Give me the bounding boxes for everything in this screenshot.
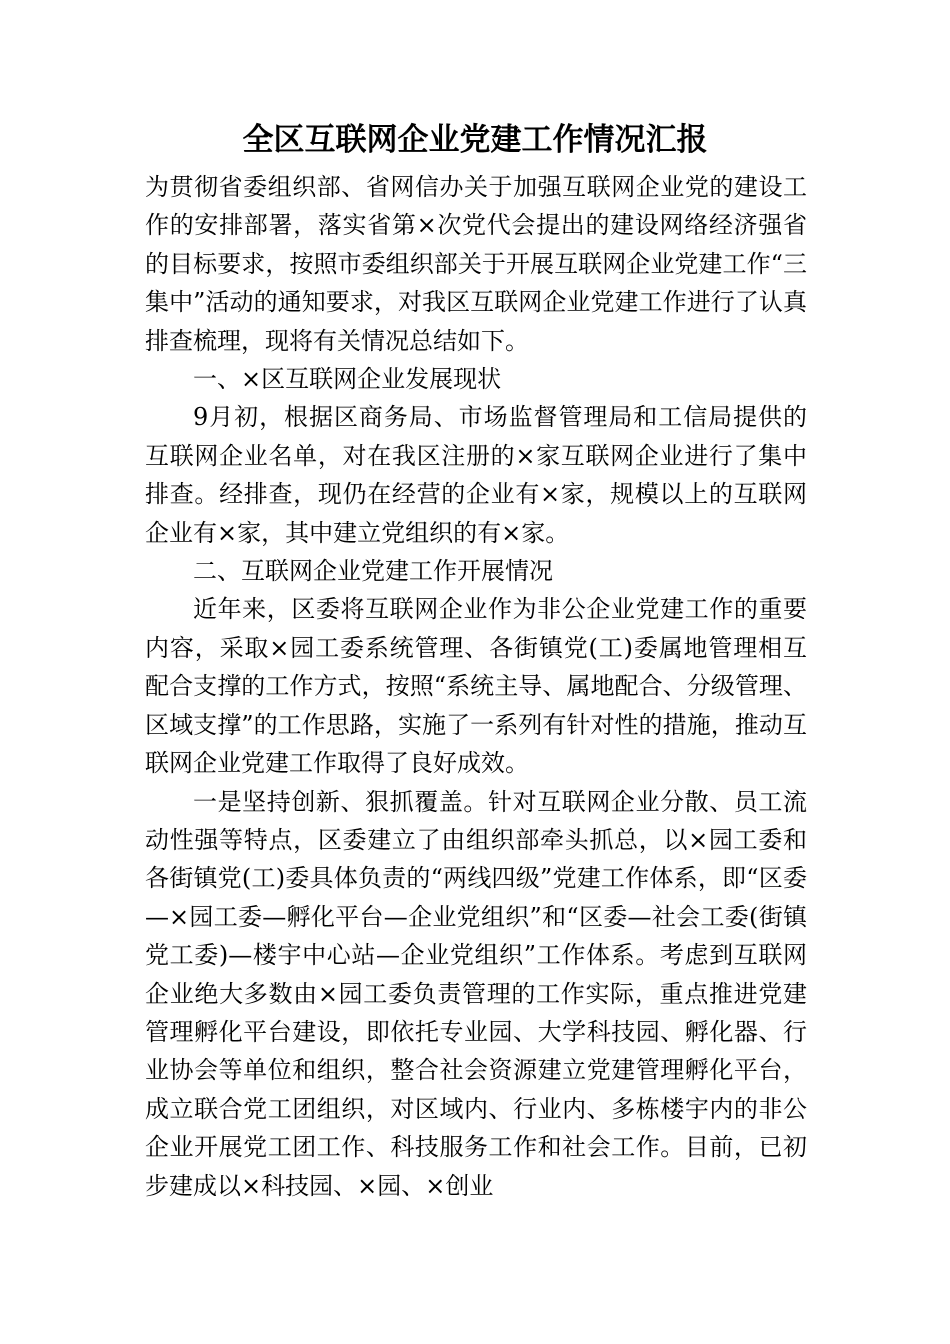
section-heading-2: 二、互联网企业党建工作开展情况 bbox=[193, 557, 553, 586]
section-heading-1: 一、×区互联网企业发展现状 bbox=[193, 365, 502, 394]
paragraph-overview: 近年来，区委将互联网企业作为非公企业党建工作的重要内容，采取×园工委系统管理、各街镇党(工)委属地管理相互配合支撑的工作方式，按照“系统主导、属地配合、分级管理、区域支撑”的工作思路，实施了一系列有针对性的措施，推动互联网企业党建工作取得了良好成效。 bbox=[145, 595, 807, 778]
document-title: 全区互联网企业党建工作情况汇报 bbox=[242, 122, 708, 158]
paragraph-status: 9月初，根据区商务局、市场监督管理局和工信局提供的互联网企业名单，对在我区注册的×家互联网企业进行了集中排查。经排查，现仍在经营的企业有×家，规模以上的互联网企业有×家，其中建立党组织的有×家。 bbox=[145, 403, 807, 547]
paragraph-measure-1: 一是坚持创新、狠抓覆盖。针对互联网企业分散、员工流动性强等特点，区委建立了由组织部牵头抓总，以×园工委和各街镇党(工)委具体负责的“两线四级”党建工作体系，即“区委—×园工委—孵化平台—企业党组织”和“区委—社会工委(街镇党工委)—楼宇中心站—企业党组织”工作体系。考虑到互联网企业绝大多数由×园工委负责管理的工作实际，重点推进党建管理孵化平台建设，即依托专业园、大学科技园、孵化器、行业协会等单位和组织，整合社会资源建立党建管理孵化平台，成立联合党工团组织，对区域内、行业内、多栋楼宇内的非公企业开展党工团工作、科技服务工作和社会工作。目前，已初步建成以×科技园、×园、×创业 bbox=[145, 787, 807, 1200]
document-body bbox=[145, 168, 807, 1205]
paragraph-intro: 为贯彻省委组织部、省网信办关于加强互联网企业党的建设工作的安排部署，落实省第×次党代会提出的建设网络经济强省的目标要求，按照市委组织部关于开展互联网企业党建工作“三集中”活动的通知要求，对我区互联网企业党建工作进行了认真排查梳理，现将有关情况总结如下。 bbox=[145, 173, 807, 355]
